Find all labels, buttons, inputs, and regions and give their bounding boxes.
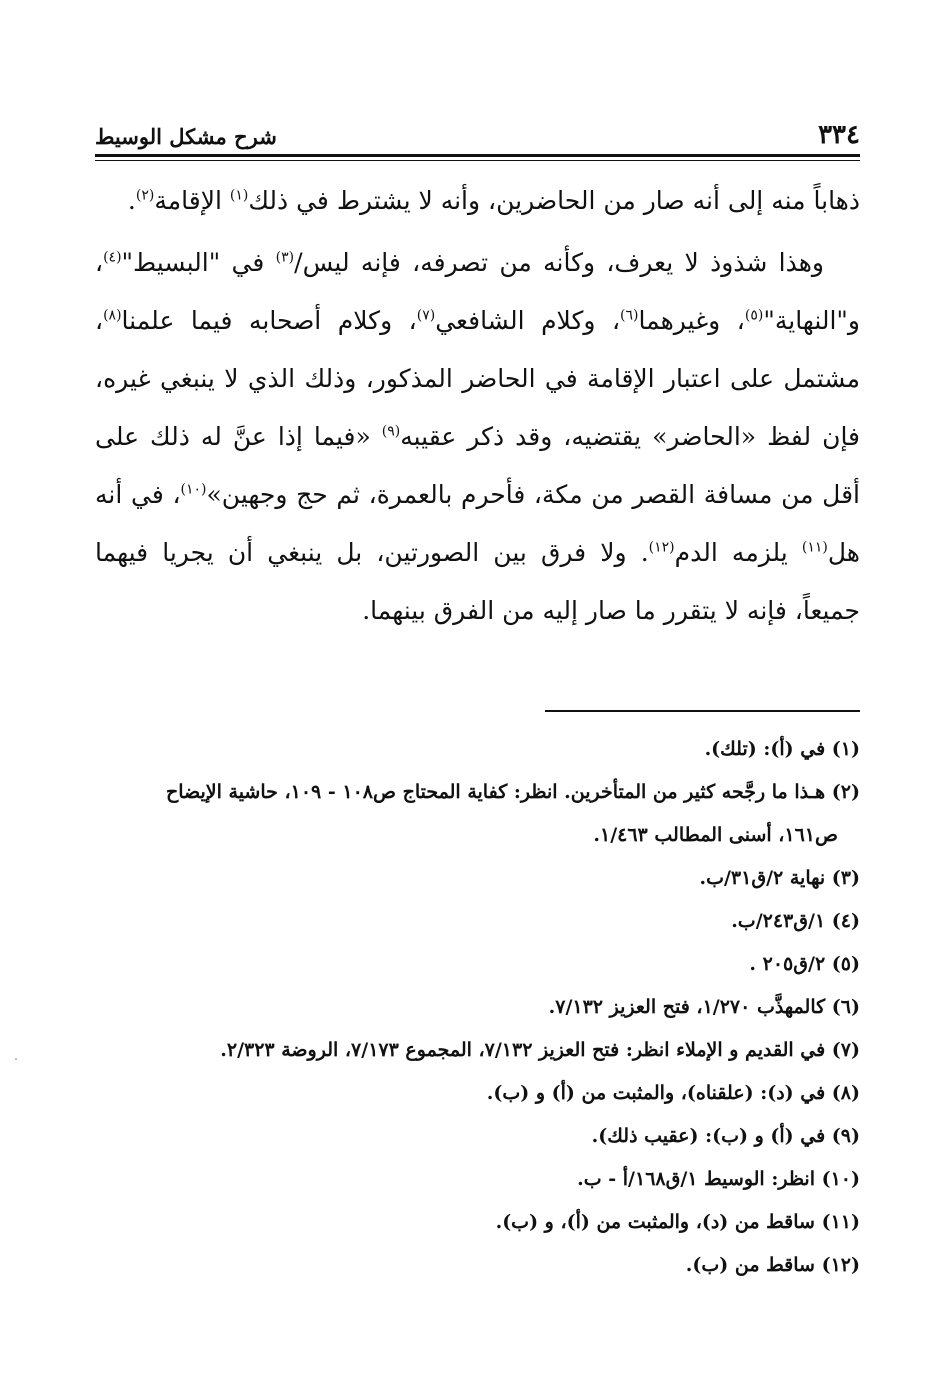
footnote-2: (٢) هـذا ما رجَّحه كثير من المتأخرين. انظر: كفاية المحتاج ص١٠٨ - ١٠٩، حاشية الإيضاح [165,781,860,803]
running-title: شرح مشكل الوسيط [95,124,277,149]
footnote-ref-12[interactable]: (١٢) [648,539,675,556]
footnote-ref-9[interactable]: (٩) [381,423,401,440]
footnote-5: (٥) ٢/ق٢٠٥ . [749,953,860,975]
footnote-ref-1[interactable]: (١) [229,187,249,204]
text-run: «فيما إذا عنَّ له ذلك على أقل من مسافة القصر من مكة، فأحرم بالعمرة، ثم حج وجهين» [95,422,860,509]
paragraph-2 [95,234,860,640]
footnote-8: (٨) في (د): (علقناه)، والمثبت من (أ) و (ب). [486,1082,860,1104]
footnote-ref-2[interactable]: (٢) [135,187,155,204]
text-run: ، وكلام الشافعي [435,306,621,335]
text-run: وهذا شذوذ لا يعرف، وكأنه من تصرفه، فإنه ليس/ [294,248,824,277]
footnote-ref-4[interactable]: (٤) [103,249,122,266]
footnote-9: (٩) في (أ) و (ب): (عقيب ذلك). [591,1125,860,1147]
footnote-ref-8[interactable]: (٨) [103,307,122,324]
text-run: . ولا فرق بين الصورتين، بل ينبغي أن يجريا فيهما جميعاً، فإنه لا يتقرر ما صار إليه من الفرق بينهما. [95,538,860,625]
footnote-1: (١) في (أ): (تلك). [704,738,860,760]
footnote-2-continued: ص١٦١، أسنى المطالب ١/٤٦٣. [593,824,838,846]
main-text [95,172,860,640]
footnote-11: (١١) ساقط من (د)، والمثبت من (أ)، و (ب). [495,1211,860,1233]
scan-speck [15,1058,17,1060]
footnote-ref-11[interactable]: (١١) [801,539,828,556]
footnote-4: (٤) ١/ق٢٤٣/ب. [731,910,860,932]
footnotes [95,728,860,1287]
header-rule-thick [95,154,860,157]
text-run: ، وكلام أصحابه فيما علمنا [121,306,417,335]
paragraph-1 [95,172,860,230]
text-run: في "البسيط" [121,248,276,277]
header-rule-thin [95,160,860,161]
page-header [95,120,860,154]
text-run: يلزمه الدم [674,538,802,567]
page-number: ٣٣٤ [818,120,860,150]
footnote-separator [545,710,860,712]
text-run: ، مشتمل على اعتبار الإقامة في الحاضر المذكور، وذلك الذي لا ينبغي غيره، فإن لفظ «الحاضر» يقتضيه، وقد ذكر عقيبه [95,306,861,451]
footnote-ref-3[interactable]: (٣) [275,249,295,266]
footnote-ref-7[interactable]: (٧) [416,307,436,324]
footnote-12: (١٢) ساقط من (ب). [685,1254,860,1276]
footnote-7: (٧) في القديم و الإملاء انظر: فتح العزيز ٧/١٣٢، المجموع ٧/١٧٣، الروضة ٢/٣٢٣. [220,1039,860,1061]
footnote-3: (٣) نهاية ٢/ق٣١/ب. [699,867,860,889]
text-run: الإقامة [154,186,230,215]
text-run: ، في أنه هل [95,480,860,567]
text-run: ، وغيرهما [638,306,745,335]
text-run: ذهاباً منه إلى أنه صار من الحاضرين، وأنه لا يشترط في ذلك [248,186,860,215]
footnote-ref-10[interactable]: (١٠) [180,481,207,498]
footnote-ref-6[interactable]: (٦) [620,307,639,324]
footnote-10: (١٠) انظر: الوسيط ١/ق١٦٨/أ - ب. [577,1168,860,1190]
footnote-ref-5[interactable]: (٥) [744,307,764,324]
text-run: ، و"النهاية" [95,248,861,335]
footnote-6: (٦) كالمهذَّب ١/٢٧٠، فتح العزيز ٧/١٣٢. [548,996,860,1018]
text-run: . [127,186,136,215]
